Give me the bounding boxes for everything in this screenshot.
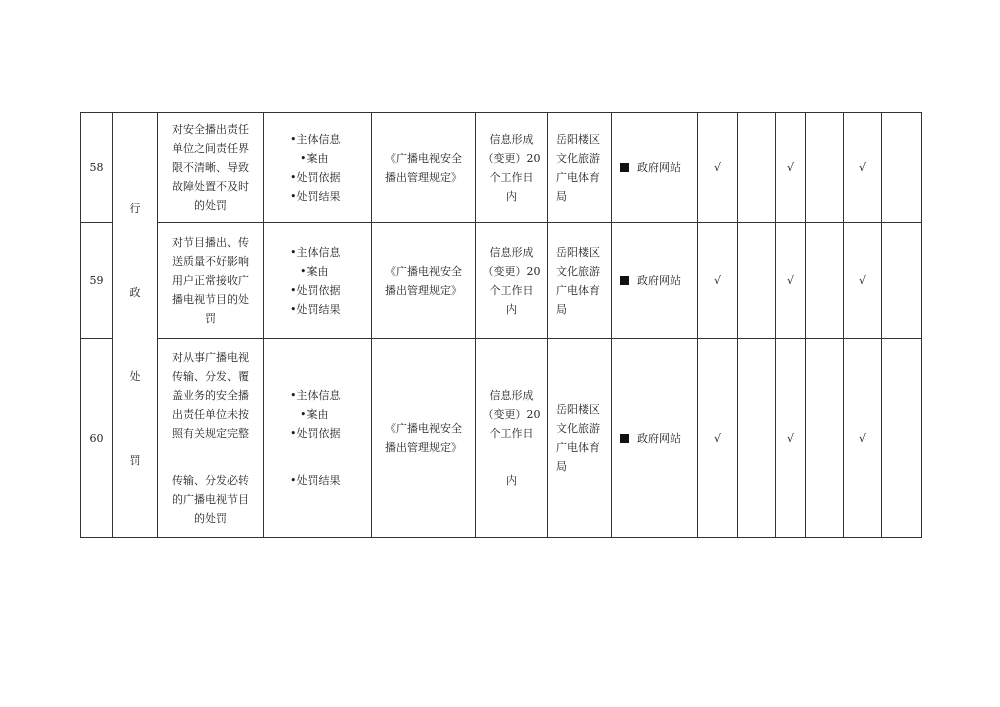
row-number: 59 [81,223,113,339]
table-row [81,339,922,538]
disclosure-channel: 政府网站 [612,113,698,223]
check-cell [806,113,844,223]
check-cell: √ [844,113,882,223]
row-number: 58 [81,113,113,223]
item-description: 对安全播出责任 单位之间责任界 限不清晰、导致 故障处置不及时 的处罚 [158,113,264,223]
square-bullet-icon [620,276,629,285]
check-cell: √ [776,339,806,538]
check-cell [738,113,776,223]
check-cell: √ [698,339,738,538]
disclosure-content: •主体信息 •案由 •处罚依据 •处罚结果 [264,339,372,538]
disclosure-time: 信息形成 （变更）20 个工作日 内 [476,223,548,339]
legal-basis: 《广播电视安全 播出管理规定》 [372,339,476,538]
square-bullet-icon [620,434,629,443]
check-cell: √ [844,339,882,538]
square-bullet-icon [620,163,629,172]
check-cell: √ [844,223,882,339]
check-cell [806,339,844,538]
check-cell: √ [698,113,738,223]
category-char: 处 [129,370,141,383]
check-cell: √ [698,223,738,339]
category-char: 罚 [129,454,141,467]
responsible-department: 岳阳楼区 文化旅游 广电体育 局 [548,113,612,223]
disclosure-content: •主体信息 •案由 •处罚依据 •处罚结果 [264,113,372,223]
disclosure-content: •主体信息 •案由 •处罚依据 •处罚结果 [264,223,372,339]
row-number: 60 [81,339,113,538]
category-char: 行 [129,202,141,215]
check-cell [882,223,922,339]
disclosure-time: 信息形成 （变更）20 个工作日 内 [476,113,548,223]
disclosure-channel: 政府网站 [612,223,698,339]
item-description: 对节目播出、传 送质量不好影响 用户正常接收广 播电视节目的处 罚 [158,223,264,339]
responsible-department: 岳阳楼区 文化旅游 广电体育 局 [548,339,612,538]
table-row [81,113,922,223]
legal-basis: 《广播电视安全 播出管理规定》 [372,223,476,339]
legal-basis: 《广播电视安全 播出管理规定》 [372,113,476,223]
category-char: 政 [129,286,141,299]
disclosure-table [80,112,922,538]
table-row [81,223,922,339]
disclosure-channel: 政府网站 [612,339,698,538]
check-cell: √ [776,223,806,339]
check-cell [806,223,844,339]
check-cell [882,113,922,223]
check-cell [738,223,776,339]
check-cell [882,339,922,538]
category-cell [113,113,158,538]
check-cell [738,339,776,538]
responsible-department: 岳阳楼区 文化旅游 广电体育 局 [548,223,612,339]
disclosure-time: 信息形成 （变更）20 个工作日 内 [476,339,548,538]
check-cell: √ [776,113,806,223]
item-description: 对从事广播电视 传输、分发、覆 盖业务的安全播 出责任单位未按 照有关规定完整 传输、分发必转 的广播电视节目 的处罚 [158,339,264,538]
